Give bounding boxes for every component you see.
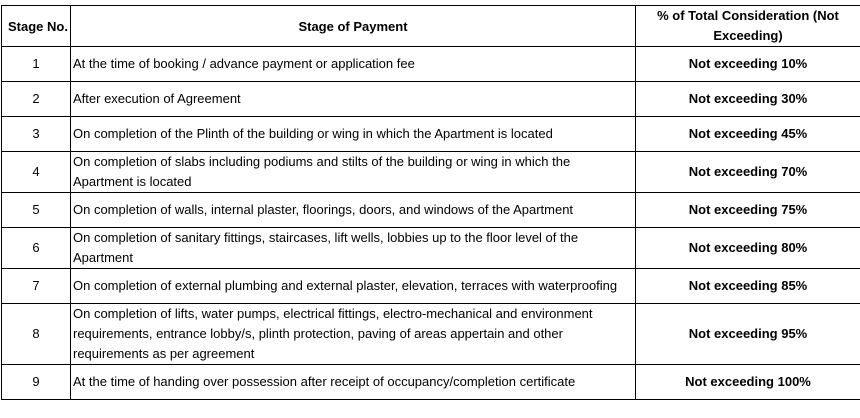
- stage-description-cell: On completion of walls, internal plaster, floorings, doors, and windows of the Apartment: [71, 193, 636, 228]
- stage-description-cell: At the time of booking / advance payment or application fee: [71, 47, 636, 82]
- table-row: [2, 152, 860, 193]
- stage-description-cell: On completion of the Plinth of the building or wing in which the Apartment is located: [71, 117, 636, 152]
- stage-number-cell: 7: [2, 269, 71, 304]
- stage-description-cell: At the time of handing over possession after receipt of occupancy/completion certificate: [71, 365, 636, 400]
- percent-cell: Not exceeding 45%: [636, 117, 860, 152]
- table-row: [2, 269, 860, 304]
- stage-number-cell: 3: [2, 117, 71, 152]
- stage-number-cell: 9: [2, 365, 71, 400]
- percent-cell: Not exceeding 80%: [636, 228, 860, 269]
- stage-number-cell: 2: [2, 82, 71, 117]
- stage-number-cell: 5: [2, 193, 71, 228]
- percent-cell: Not exceeding 10%: [636, 47, 860, 82]
- header-stage-of-payment: Stage of Payment: [71, 6, 636, 47]
- stage-description-cell: On completion of lifts, water pumps, electrical fittings, electro-mechanical and environment requirements, entrance lobby/s, plinth protection, paving of areas appertain and other requirements as per agreement: [71, 304, 636, 365]
- header-stage-no: Stage No.: [2, 6, 71, 47]
- percent-cell: Not exceeding 70%: [636, 152, 860, 193]
- percent-cell: Not exceeding 30%: [636, 82, 860, 117]
- stage-number-cell: 1: [2, 47, 71, 82]
- header-percent-consideration: % of Total Consideration (Not Exceeding): [636, 6, 860, 47]
- stage-description-cell: After execution of Agreement: [71, 82, 636, 117]
- percent-cell: Not exceeding 75%: [636, 193, 860, 228]
- table-header-row: [2, 6, 860, 47]
- stage-description-cell: On completion of external plumbing and external plaster, elevation, terraces with waterproofing: [71, 269, 636, 304]
- table-row: [2, 365, 860, 400]
- table-row: [2, 193, 860, 228]
- stage-description-cell: On completion of sanitary fittings, staircases, lift wells, lobbies up to the floor level of the Apartment: [71, 228, 636, 269]
- percent-cell: Not exceeding 85%: [636, 269, 860, 304]
- stage-number-cell: 4: [2, 152, 71, 193]
- percent-cell: Not exceeding 100%: [636, 365, 860, 400]
- table-row: [2, 117, 860, 152]
- table-row: [2, 304, 860, 365]
- payment-schedule-table: [1, 5, 860, 400]
- stage-number-cell: 6: [2, 228, 71, 269]
- percent-cell: Not exceeding 95%: [636, 304, 860, 365]
- stage-description-cell: On completion of slabs including podiums and stilts of the building or wing in which the Apartment is located: [71, 152, 636, 193]
- stage-number-cell: 8: [2, 304, 71, 365]
- table-row: [2, 82, 860, 117]
- table-row: [2, 47, 860, 82]
- table-row: [2, 228, 860, 269]
